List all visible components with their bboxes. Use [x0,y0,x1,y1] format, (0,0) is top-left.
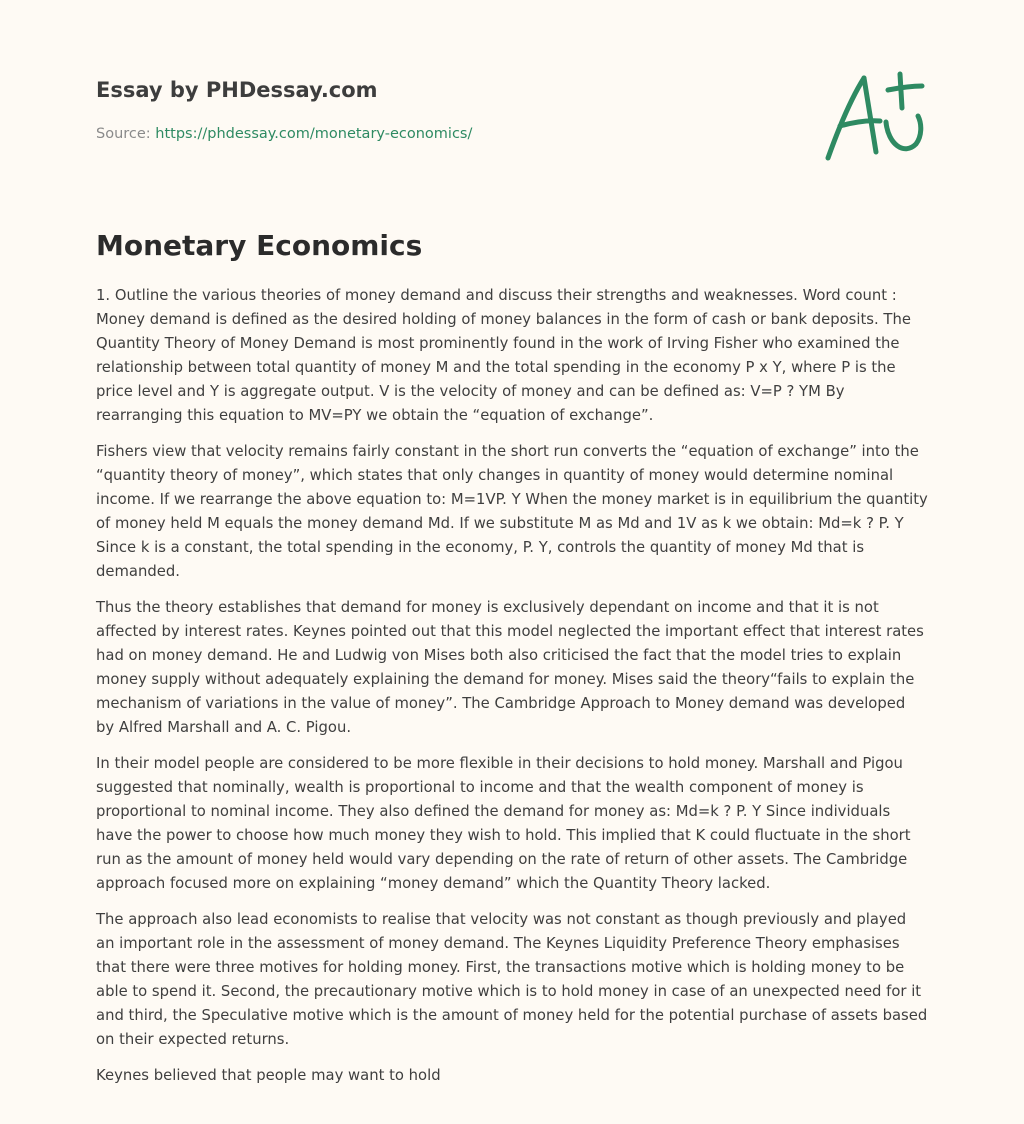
source-line [96,124,796,144]
source-link[interactable]: https://phdessay.com/monetary-economics/ [155,126,473,142]
document-title: Monetary Economics [96,229,423,262]
essay-paragraph: 1. Outline the various theories of money demand and discuss their strengths and weaknesses. Word count : Money demand is defined as the desired holding of money balances in the form of cash or bank deposits. The Quantity Theory of Money Demand is most prominently found in the work of Irving Fisher who examined the relationship between total quantity of money M and the total spending in the economy P x Y, where P is the price level and Y is aggregate output. V is the velocity of money and can be defined as: V=P ? YM By rearranging this equation to MV=PY we obtain the “equation of exchange”. [96,287,911,424]
source-label: Source: [96,126,156,142]
essay-paragraph: Keynes believed that people may want to hold [96,1067,441,1084]
essay-paragraph: In their model people are considered to be more flexible in their decisions to hold money. Marshall and Pigou suggested that nominally, wealth is proportional to income and that the wealth component of money is proportional to nominal income. They also defined the demand for money as: Md=k ? P. Y Since individuals have the power to choose how much money they wish to hold. This implied that K could fluctuate in the short run as the amount of money held would vary depending on the rate of return of other assets. The Cambridge approach focused more on explaining “money demand” which the Quantity Theory lacked. [96,755,911,892]
essay-paragraph: Fishers view that velocity remains fairly constant in the short run converts the “equation of exchange” into the “quantity theory of money”, which states that only changes in quantity of money would determine nominal income. If we rearrange the above equation to: M=1VP. Y When the money market is in equilibrium the quantity of money held M equals the money demand Md. If we substitute M as Md and 1V as k we obtain: Md=k ? P. Y Since k is a constant, the total spending in the economy, P. Y, controls the quantity of money Md that is demanded. [96,443,928,580]
page-header [96,74,796,144]
a-plus-grade-icon [818,66,930,166]
site-title: Essay by PHDessay.com [96,78,378,102]
essay-paragraph: Thus the theory establishes that demand for money is exclusively dependant on income and that it is not affected by interest rates. Keynes pointed out that this model neglected the important effect that interest rates had on money demand. He and Ludwig von Mises both also criticised the fact that the model tries to explain money supply without adequately explaining the demand for money. Mises said the theory“fails to explain the mechanism of variations in the value of money”. The Cambridge Approach to Money demand was developed by Alfred Marshall and A. C. Pigou. [96,599,924,736]
essay-paragraph: The approach also lead economists to realise that velocity was not constant as though previously and played an important role in the assessment of money demand. The Keynes Liquidity Preference Theory emphasises that there were three motives for holding money. First, the transactions motive which is holding money to be able to spend it. Second, the precautionary motive which is to hold money in case of an unexpected need for it and third, the Speculative motive which is the amount of money held for the potential purchase of assets based on their expected returns. [96,911,928,1048]
essay-content [96,284,928,1100]
